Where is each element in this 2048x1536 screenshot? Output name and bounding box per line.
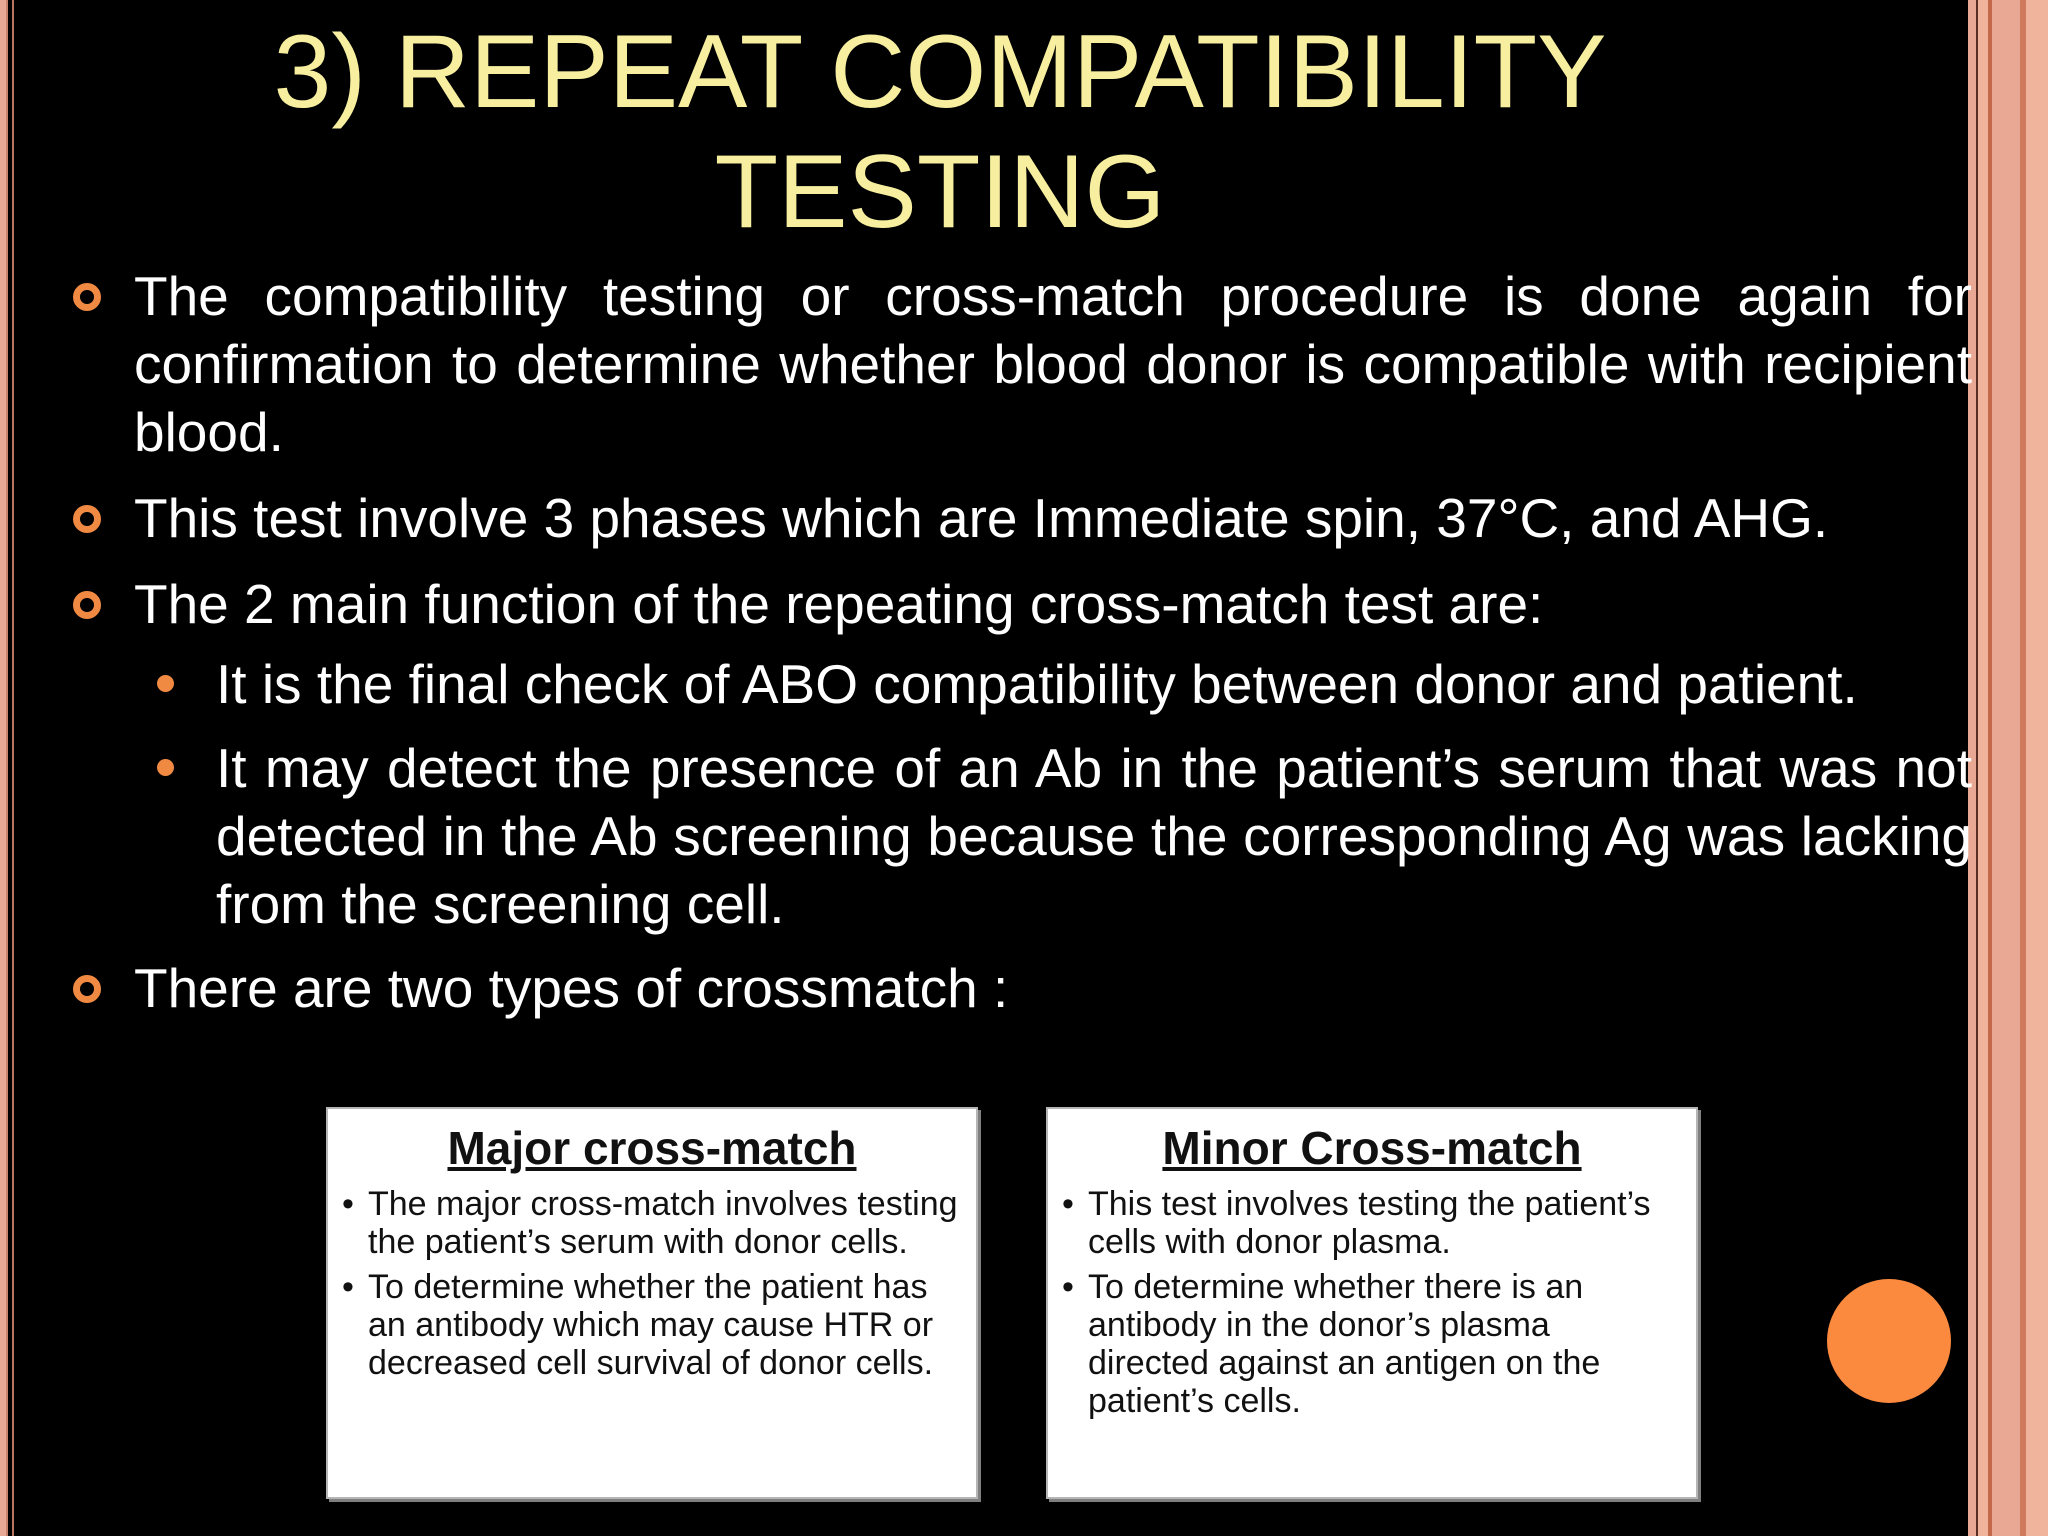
bullet-item [60,262,1972,466]
sub-bullet-item [60,734,1972,938]
bullet-text: The compatibility testing or cross-match procedure is done again for confirmation to determine whether blood donor is compatible with recipient blood. [134,265,1972,463]
box-heading: Major cross-match [447,1122,857,1174]
title-line-2: TESTING [714,134,1166,250]
sub-bullet-text: It is the final check of ABO compatibility between donor and patient. [216,653,1858,715]
bullet-item [60,570,1972,638]
ring-bullet-icon [73,975,101,1003]
dot-bullet-icon [157,759,174,776]
box-list-item: • To determine whether the patient has an antibody which may cause HTR or decreased cell survival of donor cells. [368,1268,960,1382]
sub-bullet-text: It may detect the presence of an Ab in the patient’s serum that was not detected in the Ab screening because the corresponding Ag was lacking from the screening cell. [216,737,1972,935]
box-heading: Minor Cross-match [1162,1122,1582,1174]
box-list [1048,1185,1696,1420]
box-list-item: • The major cross-match involves testing the patient’s serum with donor cells. [368,1185,960,1261]
decorative-orange-circle [1827,1279,1951,1403]
major-crossmatch-box [326,1107,978,1499]
ring-bullet-icon [73,591,101,619]
left-border-stripe [0,0,24,1536]
box-list-item: • This test involves testing the patient’s cells with donor plasma. [1088,1185,1680,1261]
bullet-text: This test involve 3 phases which are Immediate spin, 37°C, and AHG. [134,487,1829,549]
minor-crossmatch-box [1046,1107,1698,1499]
bullet-text: The 2 main function of the repeating cross-match test are: [134,573,1544,635]
bullet-text: There are two types of crossmatch : [134,957,1009,1019]
ring-bullet-icon [73,283,101,311]
title-line-1: 3) REPEAT COMPATIBILITY [273,14,1607,130]
box-list-item: • To determine whether there is an antibody in the donor’s plasma directed against an antigen on the patient’s cells. [1088,1268,1680,1420]
slide-title [140,12,1740,252]
sub-bullet-item [60,650,1972,718]
box-list [328,1185,976,1382]
slide-content [60,262,1972,1040]
ring-bullet-icon [73,505,101,533]
bullet-item [60,484,1972,552]
right-border-stripe [1968,0,2048,1536]
dot-bullet-icon [157,675,174,692]
bullet-item [60,954,1972,1022]
